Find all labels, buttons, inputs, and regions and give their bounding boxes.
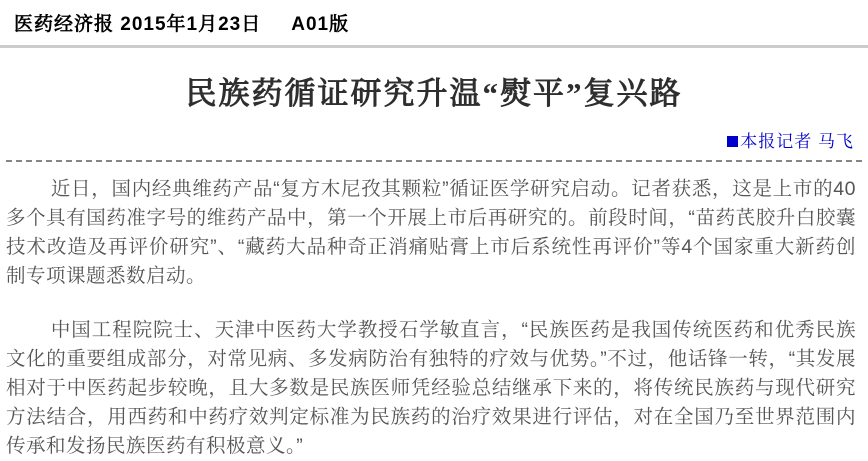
masthead-bar [0,0,868,48]
article-paragraph: 近日，国内经典维药产品“复方木尼孜其颗粒”循证医学研究启动。记者获悉，这是上市的40多个具有国药准字号的维药产品中，第一个开展上市后再研究的。前段时间，“苗药芪胶升白胶囊技术改造及再评价研究”、“藏药大品种奇正消痛贴膏上市后系统性再评价”等4个国家重大新药创制专项课题悉数启动。 [6,178,856,287]
byline-text: 本报记者 马飞 [740,132,854,151]
article-paragraph: 中国工程院院士、天津中医药大学教授石学敏直言，“民族医药是我国传统医药和优秀民族文化的重要组成部分，对常见病、多发病防治有独特的疗效与优势。”不过，他话锋一转，“其发展相对于中医药起步较晚，且大多数是民族医师凭经验总结继承下来的，将传统民族药与现代研究方法结合，用西药和中药疗效判定标准为民族药的治疗效果进行评估，对在全国乃至世界范围内传承和发扬民族医药有积极意义。” [6,319,856,457]
blue-square-icon [727,136,738,147]
byline [0,127,868,152]
edition-label: A01版 [291,14,350,35]
publication-name-date: 医药经济报 2015年1月23日 [14,14,262,35]
article-body [0,162,868,461]
article-title: 民族药循证研究升温“熨平”复兴路 [185,76,683,111]
